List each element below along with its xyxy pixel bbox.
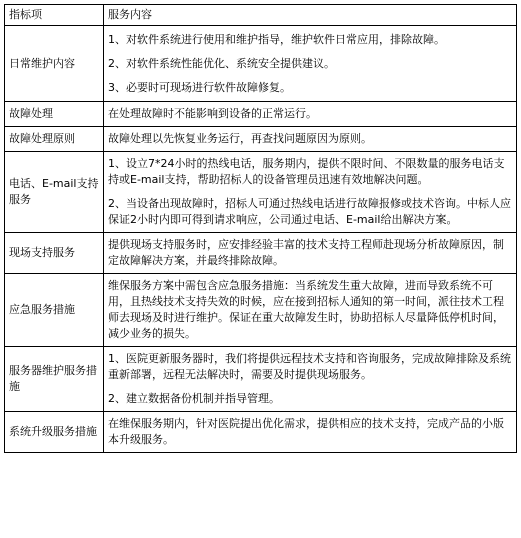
row-content xyxy=(104,412,517,453)
row-item: 服务器维护服务措施 xyxy=(5,347,104,412)
content-paragraph: 在处理故障时不能影响到设备的正常运行。 xyxy=(108,107,317,120)
table-row xyxy=(5,102,517,127)
table-row xyxy=(5,152,517,233)
content-paragraph: 2、当设备出现故障时，招标人可通过热线电话进行故障报修或技术咨询。中标人应保证2小时内即可得到请求响应，公司通过电话、E-mail给出解决方案。 xyxy=(108,197,511,226)
row-item: 故障处理原则 xyxy=(5,127,104,152)
content-paragraph: 2、建立数据备份机制并指导管理。 xyxy=(108,392,280,405)
table-header-row xyxy=(5,5,517,26)
row-content xyxy=(104,127,517,152)
service-table xyxy=(4,4,517,453)
content-paragraph: 3、必要时可现场进行软件故障修复。 xyxy=(108,80,291,94)
content-paragraph: 故障处理以先恢复业务运行，再查找问题原因为原则。 xyxy=(108,132,372,145)
table-row xyxy=(5,412,517,453)
table-row xyxy=(5,274,517,347)
table-row xyxy=(5,233,517,274)
header-item: 指标项 xyxy=(5,5,104,26)
row-item: 应急服务措施 xyxy=(5,274,104,347)
content-paragraph: 1、医院更新服务器时，我们将提供远程技术支持和咨询服务，完成故障排除及系统重新部署，远程无法解决时，需要及时提供现场服务。 xyxy=(108,352,511,381)
content-paragraph: 维保服务方案中需包含应急服务措施：当系统发生重大故障，进而导致系统不可用，且热线技术支持失效的时候，应在接到招标人通知的第一时间，派往技术工程师去现场及时进行维护。保证在重大故障发生时，协助招标人尽量降低停机时间，减少业务的损失。 xyxy=(108,279,504,340)
row-item: 日常维护内容 xyxy=(5,26,104,102)
row-item: 电话、E-mail支持服务 xyxy=(5,152,104,233)
row-content xyxy=(104,152,517,233)
row-item: 系统升级服务措施 xyxy=(5,412,104,453)
content-paragraph: 1、对软件系统进行使用和维护指导，维护软件日常应用，排除故障。 xyxy=(108,32,445,46)
row-item: 现场支持服务 xyxy=(5,233,104,274)
content-paragraph: 在维保服务期内，针对医院提出优化需求，提供相应的技术支持，完成产品的小版本升级服务。 xyxy=(108,417,504,446)
row-content xyxy=(104,102,517,127)
row-content xyxy=(104,26,517,102)
row-content xyxy=(104,233,517,274)
table-row xyxy=(5,127,517,152)
content-paragraph: 2、对软件系统性能优化、系统安全提供建议。 xyxy=(108,56,335,70)
content-paragraph: 提供现场支持服务时，应安排经验丰富的技术支持工程师赴现场分析故障原因，制定故障解决方案，并最终排除故障。 xyxy=(108,238,504,267)
service-table-body xyxy=(5,5,517,453)
header-content: 服务内容 xyxy=(104,5,517,26)
table-row xyxy=(5,347,517,412)
row-content xyxy=(104,274,517,347)
row-item: 故障处理 xyxy=(5,102,104,127)
content-paragraph: 1、设立7*24小时的热线电话，服务期内，提供不限时间、不限数量的服务电话支持或E-mail支持，帮助招标人的设备管理员迅速有效地解决问题。 xyxy=(108,157,505,186)
table-row xyxy=(5,26,517,102)
row-content xyxy=(104,347,517,412)
